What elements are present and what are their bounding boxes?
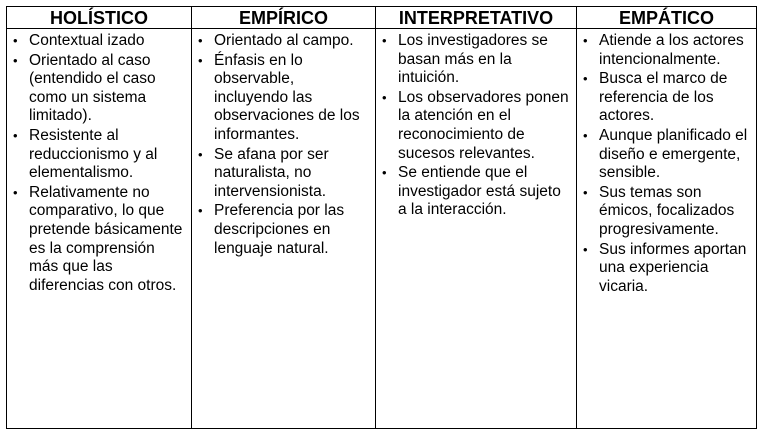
- list-item-text: Aunque planificado el diseño e emergente, sensible.: [599, 126, 748, 182]
- list-item-text: Contextual izado: [29, 32, 145, 49]
- bullet-icon: •: [583, 71, 588, 87]
- list-empatico: [577, 29, 756, 296]
- list-item-text: Sus informes aportan una experiencia vicaria.: [599, 240, 747, 295]
- list-item: [11, 184, 187, 296]
- bullet-icon: •: [198, 52, 203, 68]
- list-item: [196, 52, 371, 145]
- list-item-text: Orientado al caso (entendido el caso como un sistema limitado).: [29, 51, 156, 125]
- list-item: [581, 184, 752, 240]
- bullet-icon: •: [583, 33, 588, 48]
- bullet-icon: •: [198, 33, 203, 48]
- list-item: [196, 32, 371, 51]
- column-header-holistico: HOLÍSTICO: [7, 7, 192, 29]
- list-item: [380, 89, 572, 163]
- list-item-text: Resistente al reduccionismo y al elementalismo.: [29, 126, 158, 182]
- bullet-icon: •: [583, 241, 588, 257]
- list-item-text: Los investigadores se basan más en la intuición.: [398, 32, 548, 87]
- bullet-icon: •: [13, 33, 18, 48]
- cell-empatico: [577, 29, 757, 429]
- list-item-text: Atiende a los actores intencionalmente.: [599, 32, 744, 68]
- list-empirico: [192, 29, 375, 258]
- list-item-text: Sus temas son émicos, focalizados progresivamente.: [599, 183, 735, 238]
- cell-holistico: [7, 29, 192, 429]
- column-header-interpretativo: INTERPRETATIVO: [376, 7, 577, 29]
- bullet-icon: •: [382, 89, 387, 105]
- header-row: [7, 7, 757, 29]
- list-item: [581, 70, 752, 126]
- list-item: [581, 127, 752, 183]
- list-item: [11, 32, 187, 51]
- column-header-empatico: EMPÁTICO: [577, 7, 757, 29]
- cell-interpretativo: [376, 29, 577, 429]
- bullet-icon: •: [583, 127, 588, 143]
- list-item: [11, 52, 187, 126]
- list-item-text: Énfasis en lo observable, incluyendo las observaciones de los informantes.: [214, 51, 360, 143]
- list-item: [581, 241, 752, 297]
- list-item-text: Los observadores ponen la atención en el reconocimiento de sucesos relevantes.: [398, 88, 569, 162]
- list-item-text: Relativamente no comparativo, lo que pretende básicamente es la comprensión más que las diferencias con otros.: [29, 183, 183, 294]
- list-item-text: Se afana por ser naturalista, no intervensionista.: [214, 145, 329, 200]
- bullet-icon: •: [198, 203, 203, 219]
- list-interpretativo: [376, 29, 576, 220]
- bullet-icon: •: [13, 127, 18, 143]
- list-item: [380, 32, 572, 88]
- cell-empirico: [192, 29, 376, 429]
- list-item-text: Preferencia por las descripciones en lenguaje natural.: [214, 202, 345, 257]
- characteristics-table: [6, 6, 757, 429]
- list-item-text: Busca el marco de referencia de los actores.: [599, 70, 728, 125]
- list-item-text: Orientado al campo.: [214, 32, 354, 49]
- bullet-icon: •: [382, 165, 387, 181]
- bullet-icon: •: [13, 52, 18, 68]
- list-holistico: [7, 29, 191, 295]
- bullet-icon: •: [382, 33, 387, 48]
- list-item: [11, 127, 187, 183]
- bullet-icon: •: [198, 146, 203, 162]
- content-row: [7, 29, 757, 429]
- list-item: [196, 202, 371, 258]
- bullet-icon: •: [583, 184, 588, 200]
- column-header-empirico: EMPÍRICO: [192, 7, 376, 29]
- list-item: [196, 146, 371, 202]
- list-item: [581, 32, 752, 69]
- bullet-icon: •: [13, 184, 18, 200]
- list-item-text: Se entiende que el investigador está sujeto a la interacción.: [398, 164, 561, 219]
- list-item: [380, 164, 572, 220]
